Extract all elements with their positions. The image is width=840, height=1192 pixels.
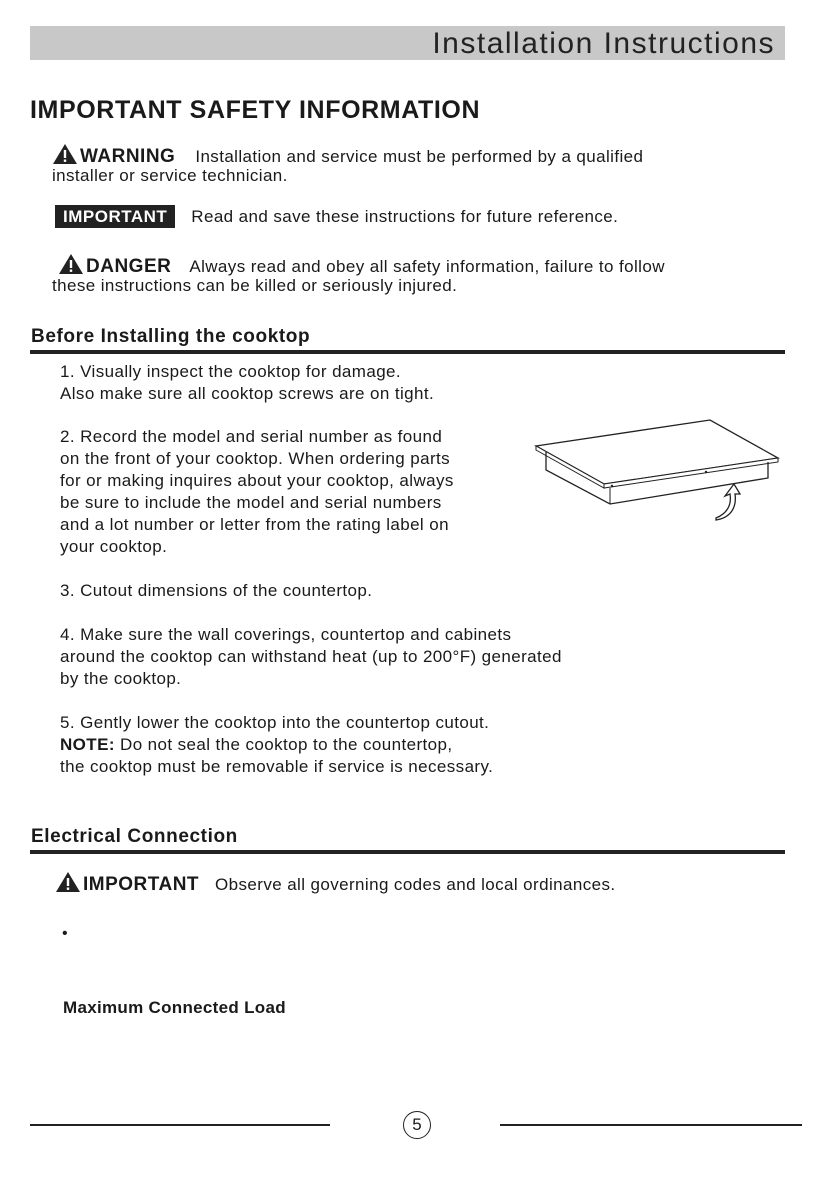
header-bar [30,26,785,60]
important-badge: IMPORTANT [55,205,175,228]
warning-text-line2: installer or service technician. [52,166,288,185]
section-title-electrical: Electrical Connection [31,826,238,847]
warning-notice [52,143,643,168]
step5-line1: 5. Gently lower the cooktop into the countertop cutout. [60,713,490,732]
max-connected-load-label: Maximum Connected Load [63,998,286,1017]
important-notice [55,207,618,227]
step4-line2: around the cooktop can withstand heat (up to 200°F) generated [60,647,562,666]
footer-rule-right [500,1124,802,1126]
step5-line3: the cooktop must be removable if service is necessary. [60,757,494,776]
electrical-important-label: IMPORTANT [83,874,200,895]
danger-label: DANGER [86,256,172,277]
note-label: NOTE: [60,735,115,754]
warning-label: WARNING [80,146,176,167]
electrical-important-text: Observe all governing codes and local ordinances. [215,875,616,894]
section-rule [30,350,785,354]
warning-triangle-icon [55,871,81,893]
step1-line2: Also make sure all cooktop screws are on tight. [60,384,435,403]
step2-line2: on the front of your cooktop. When ordering parts [60,449,451,468]
step1-line1: 1. Visually inspect the cooktop for damage. [60,362,402,381]
danger-notice [58,253,665,278]
page-title: IMPORTANT SAFETY INFORMATION [30,96,481,124]
step4-line3: by the cooktop. [60,669,182,688]
footer-rule-left [30,1124,330,1126]
step5-note [60,735,452,755]
step3-line: 3. Cutout dimensions of the countertop. [60,581,373,600]
step2-line6: your cooktop. [60,537,168,556]
step2-line3: for or making inquires about your cooktop, always [60,471,454,490]
danger-text-line2: these instructions can be killed or seriously injured. [52,276,458,295]
step2-line5: and a lot number or letter from the rating label on [60,515,449,534]
warning-text: Installation and service must be performed by a qualified [195,147,644,166]
step2-line4: be sure to include the model and serial numbers [60,493,442,512]
header-title: Installation Instructions [432,27,775,60]
cooktop-illustration [530,418,790,528]
note-text: Do not seal the cooktop to the countertop, [114,735,453,754]
warning-triangle-icon [52,143,78,165]
bullet-point: • [62,925,68,942]
important-text: Read and save these instructions for future reference. [191,207,619,226]
section-rule [30,850,785,854]
step2-line1: 2. Record the model and serial number as found [60,427,443,446]
section-title-before-installing: Before Installing the cooktop [31,326,311,347]
danger-triangle-icon [58,253,84,275]
electrical-important-notice [55,871,615,896]
danger-text: Always read and obey all safety information, failure to follow [189,257,665,276]
page-number: 5 [403,1111,431,1139]
step4-line1: 4. Make sure the wall coverings, countertop and cabinets [60,625,512,644]
